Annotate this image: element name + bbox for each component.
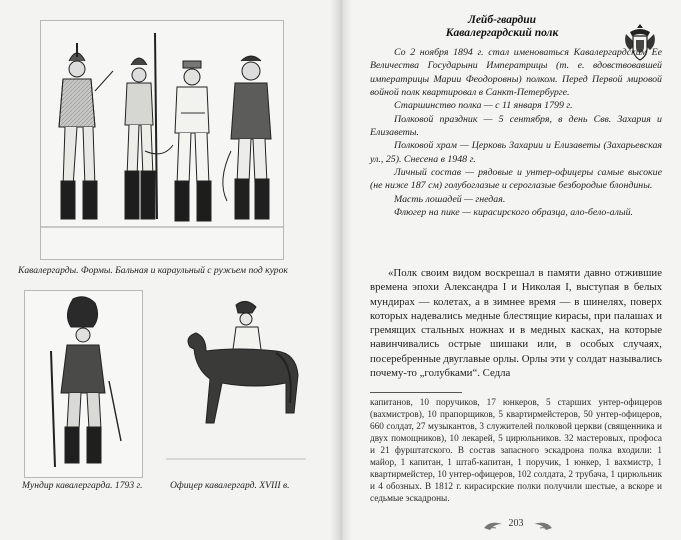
uniforms-drawing — [41, 21, 283, 259]
caption-uniforms: Кавалергарды. Формы. Бальная и караульный с ружьем под курок — [18, 265, 288, 276]
footnote — [370, 397, 662, 505]
intro-paragraph-6: Масть лошадей — гнедая. — [394, 193, 506, 205]
article-heading — [392, 14, 612, 40]
article-intro — [370, 46, 662, 219]
illustration-uniforms — [40, 20, 284, 260]
footnote-text: капитанов, 10 поручиков, 17 юнкеров, 5 старших унтер-офицеров (вахмистров), 10 прапорщиков, 5 квартирмейстеров, 50 унтер-офицеров, 660 солдат, 27 музыкантов, 3 служителей полковой церкви (священника и двух помощников), 10 лекарей, 5 цирюльников. 32 мастеровых, профоса и 21 фурштатского. В состав запасного эскадрона полка входили: 1 майор, 1 капитан, 1 штаб-капитан, 1 поручик, 1 юнкер, 1 вахмистр, 1 квартирмейстер, 10 унтер-офицеров, 102 солдата, 2 трубача, 1 цирюльник и 4 обозных. В 1812 г. кирасирские полки получили шестые, а вскоре и седьмые эскадроны. — [370, 398, 662, 505]
footnote-rule — [370, 392, 462, 393]
intro-paragraph-5: Личный состав — рядовые и унтер-офицеры самые высокие (не ниже 187 см) голубоглазые и сероглазые безбородые блондины. — [370, 167, 662, 192]
intro-paragraph-3: Полковой праздник — 5 сентября, в день Свв. Захария и Елизаветы. — [370, 113, 662, 139]
caption-officer-horse: Офицер кавалергард. XVIII в. — [170, 480, 290, 491]
illustration-uniform-1793 — [24, 290, 143, 478]
page-number: 203 — [508, 518, 524, 529]
left-page — [0, 0, 340, 540]
article-quote — [370, 266, 662, 380]
floral-ornament-icon-right — [532, 518, 554, 530]
caption-uniform-1793: Мундир кавалергарда. 1793 г. — [22, 480, 143, 491]
heading-line-2: Кавалергардский полк — [445, 27, 559, 39]
officer-horse-drawing — [156, 291, 316, 477]
book-gutter-shadow — [330, 0, 352, 540]
heading-line-1: Лейб-гвардии — [467, 14, 537, 26]
uniform-1793-drawing — [25, 291, 142, 477]
quote-paragraph: «Полк своим видом воскрешал в памяти давно отжившие времена эпохи Александра I и Николая I, выступая в белых мундирах — колетах, а в зимнее время — в шинелях, поверх которых надевались медные блестящие кирасы, при палашах и гремящих стальных ножнах и в медных касках, на которые навинчивались острые шишаки или, в особых случаях, посеребренные двуглавые орлы. Орлы эти у солдат назывались почему-то „голубками“. Седла — [370, 267, 662, 379]
intro-paragraph-4: Полковой храм — Церковь Захарии и Елизаветы (Захарьевская ул., 25). Снесена в 1948 г. — [370, 140, 662, 165]
intro-paragraph-2: Старшинство полка — с 11 января 1799 г. — [394, 100, 573, 112]
illustration-officer-horse — [155, 290, 317, 478]
intro-paragraph-7: Флюгер на пике — кирасирского образца, ало-бело-алый. — [394, 207, 633, 219]
intro-paragraph-1: Со 2 ноября 1894 г. стал именоваться Кавалергардским Ее Величества Государыни Императрицы (т. е. вдовствовавшей императрицы Марии Феодоровны) полком. Перед Первой мировой войной полк квартировал в Санкт-Петербурге. — [370, 47, 662, 99]
